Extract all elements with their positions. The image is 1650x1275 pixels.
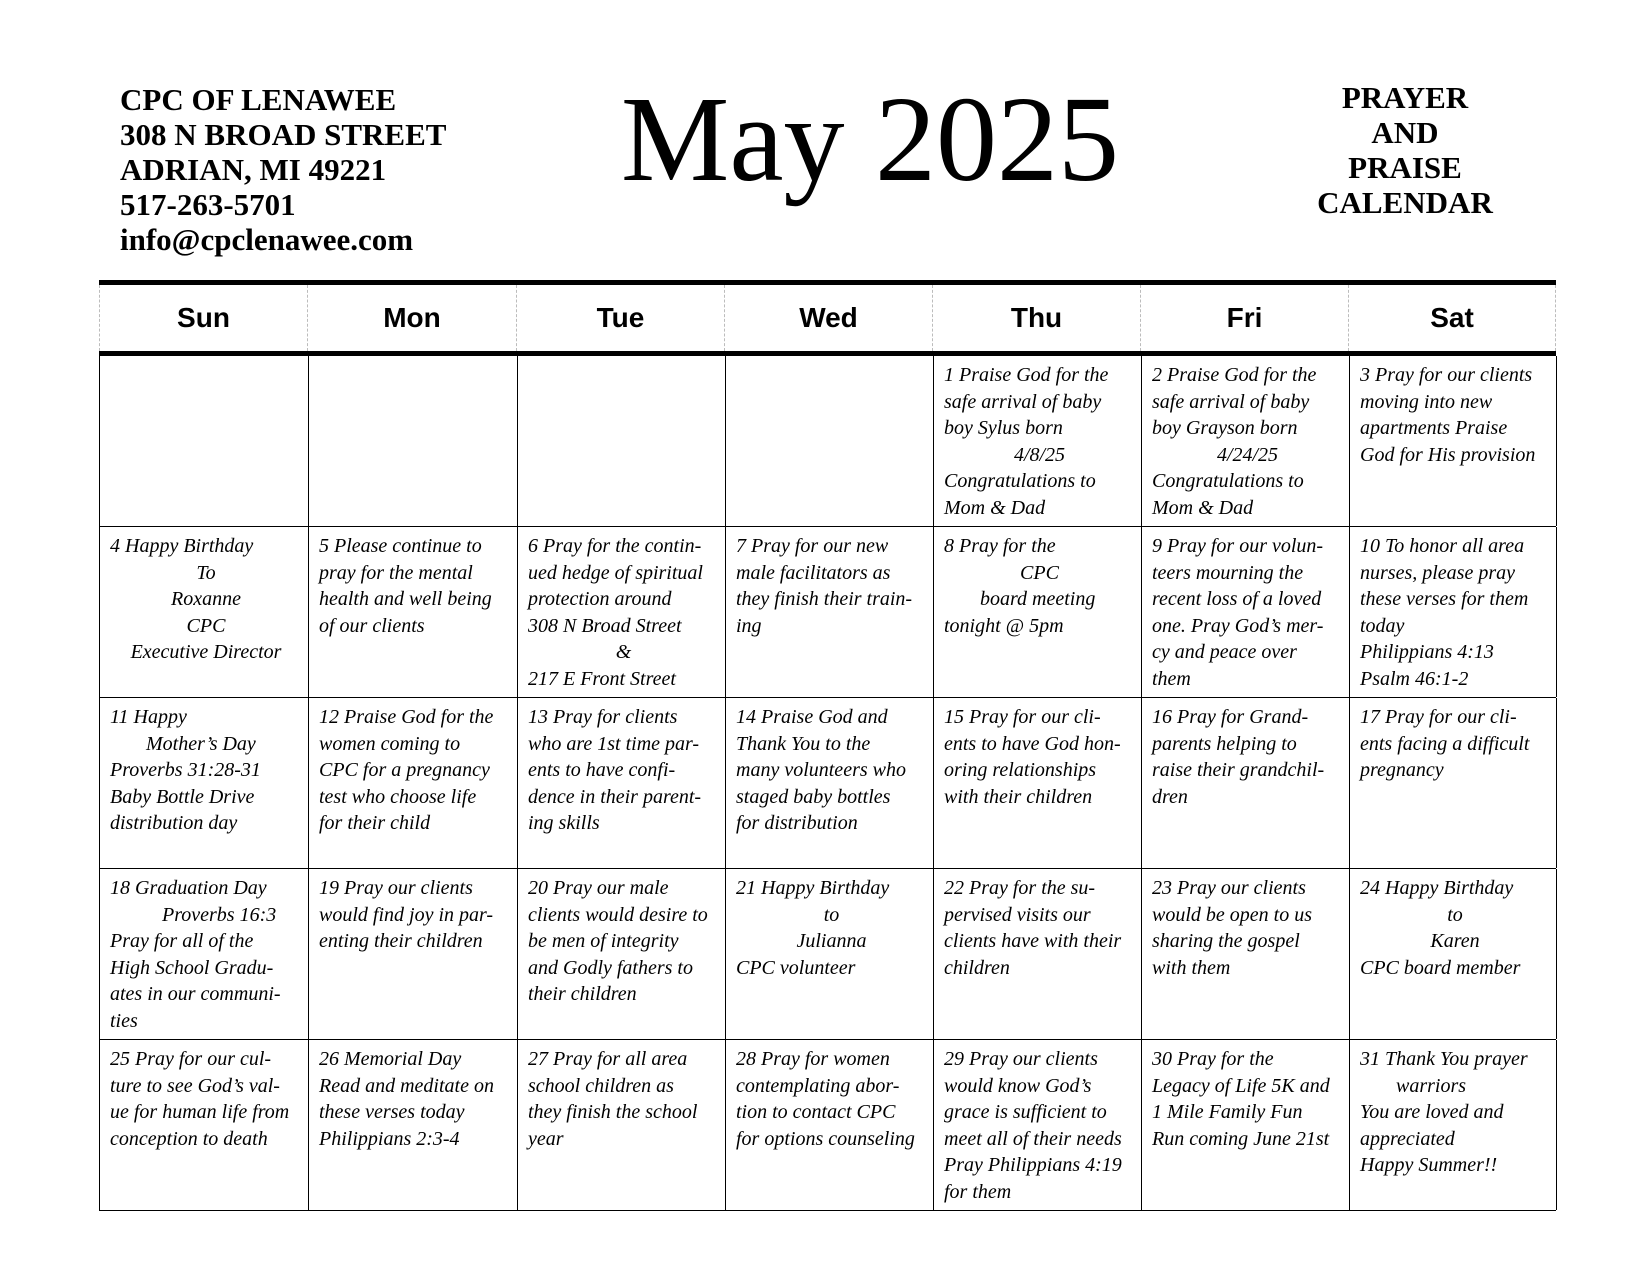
- day-entry-line: ents to have God hon-: [944, 732, 1121, 755]
- day-cell: [1350, 1040, 1557, 1210]
- day-entry-line: boy Grayson born: [1152, 417, 1298, 439]
- day-cell: [518, 698, 726, 868]
- day-entry-line: board meeting: [980, 588, 1096, 610]
- empty-day-cell: [518, 356, 726, 526]
- day-entry-line: one. Pray God’s mer-: [1152, 614, 1324, 637]
- day-entry-line: To: [196, 561, 216, 584]
- day-entry-line: them: [1152, 667, 1191, 690]
- day-cell: [934, 356, 1142, 526]
- day-entry-line: ued hedge of spiritual: [528, 561, 703, 584]
- day-entry-line: ture to see God’s val-: [110, 1074, 280, 1097]
- day-entry-line: 8 Pray for the: [944, 535, 1056, 557]
- day-entry-line: Karen: [1430, 930, 1480, 952]
- day-entry-line: ties: [110, 1009, 138, 1032]
- weekday-thu: Thu: [933, 285, 1141, 351]
- day-cell: [309, 527, 518, 697]
- weekday-sat: Sat: [1349, 285, 1556, 351]
- calendar-weeks: [99, 356, 1556, 1211]
- day-entry-line: moving into new: [1360, 390, 1493, 413]
- day-cell: [934, 869, 1142, 1039]
- day-entry-line: 2 Praise God for the: [1152, 364, 1317, 386]
- day-cell: [1350, 698, 1557, 868]
- day-entry-line: of our clients: [319, 614, 425, 637]
- day-entry-line: 14 Praise God and: [736, 706, 888, 728]
- day-entry-line: for them: [944, 1180, 1012, 1203]
- day-entry-line: 9 Pray for our volun-: [1152, 535, 1324, 557]
- day-entry-line: 1 Praise God for the: [944, 364, 1109, 386]
- day-entry-line: ents to have confi-: [528, 759, 676, 781]
- day-cell: [1142, 356, 1350, 526]
- day-entry-line: tion to contact CPC: [736, 1101, 896, 1123]
- org-name: CPC OF LENAWEE: [120, 82, 397, 117]
- day-entry-line: tonight @ 5pm: [944, 614, 1064, 637]
- day-entry-line: 4/24/25: [1216, 443, 1279, 466]
- day-entry-line: to: [823, 903, 840, 926]
- day-entry-line: 28 Pray for women: [736, 1048, 890, 1070]
- empty-day-cell: [100, 356, 309, 526]
- org-phone: 517-263-5701: [120, 187, 296, 222]
- day-entry-line: You are loved and: [1360, 1101, 1504, 1123]
- day-entry-line: cy and peace over: [1152, 641, 1297, 663]
- day-entry-line: parents helping to: [1152, 732, 1297, 755]
- day-cell: [518, 869, 726, 1039]
- day-entry-line: to: [1447, 903, 1463, 926]
- day-entry-line: many volunteers who: [736, 759, 906, 781]
- day-entry-line: and Godly fathers to: [528, 956, 693, 979]
- day-cell: [100, 698, 309, 868]
- day-entry-line: would be open to us: [1152, 903, 1312, 926]
- day-entry-line: High School Gradu-: [110, 956, 274, 979]
- day-entry-line: ing: [736, 614, 762, 637]
- day-entry-line: 4/8/25: [1013, 443, 1066, 466]
- day-entry-line: Mom & Dad: [944, 496, 1046, 519]
- day-entry-line: 5 Please continue to: [319, 535, 482, 557]
- day-entry-line: raise their grandchil-: [1152, 759, 1325, 781]
- day-entry-line: 6 Pray for the contin-: [528, 535, 702, 557]
- day-entry-line: apartments Praise: [1360, 417, 1508, 439]
- day-entry-line: pervised visits our: [944, 903, 1091, 926]
- day-entry-line: oring relationships: [944, 759, 1097, 781]
- week-row: [100, 1040, 1556, 1211]
- day-entry-line: ents facing a difficult: [1360, 732, 1530, 755]
- day-entry-line: 20 Pray our male: [528, 877, 669, 899]
- day-entry-line: with their children: [944, 785, 1093, 808]
- day-entry-line: distribution day: [110, 812, 238, 834]
- day-entry-line: ates in our communi-: [110, 983, 281, 1005]
- day-entry-line: 16 Pray for Grand-: [1152, 706, 1309, 728]
- day-cell: [726, 527, 934, 697]
- day-entry-line: Happy Summer!!: [1360, 1154, 1498, 1176]
- day-entry-line: Thank You to the: [736, 732, 871, 755]
- day-entry-line: be men of integrity: [528, 930, 679, 952]
- org-info: [120, 82, 446, 257]
- day-entry-line: 11 Happy: [110, 706, 187, 728]
- day-entry-line: conception to death: [110, 1127, 268, 1150]
- day-entry-line: CPC for a pregnancy: [319, 759, 490, 781]
- day-entry-line: sharing the gospel: [1152, 930, 1300, 952]
- day-entry-line: year: [528, 1127, 564, 1150]
- day-entry-line: warriors: [1396, 1074, 1467, 1097]
- day-entry-line: Executive Director: [130, 641, 282, 663]
- day-entry-line: nurses, please pray: [1360, 561, 1515, 584]
- day-cell: [726, 1040, 934, 1210]
- day-entry-line: Read and meditate on: [319, 1074, 494, 1097]
- weekday-mon: Mon: [308, 285, 517, 351]
- day-entry-line: for options counseling: [736, 1127, 915, 1150]
- day-cell: [309, 869, 518, 1039]
- day-entry-line: 17 Pray for our cli-: [1360, 706, 1517, 728]
- day-entry-line: boy Sylus born: [944, 417, 1063, 439]
- day-entry-line: 24 Happy Birthday: [1360, 877, 1514, 899]
- day-entry-line: these verses for them: [1360, 588, 1529, 610]
- day-cell: [934, 527, 1142, 697]
- day-entry-line: 13 Pray for clients: [528, 706, 678, 728]
- day-cell: [726, 869, 934, 1039]
- day-entry-line: 27 Pray for all area: [528, 1048, 688, 1070]
- day-entry-line: 15 Pray for our cli-: [944, 706, 1101, 728]
- day-entry-line: Psalm 46:1-2: [1360, 667, 1469, 690]
- day-entry-line: God for His provision: [1360, 443, 1536, 466]
- day-entry-line: would find joy in par-: [319, 903, 494, 926]
- calendar-title-line: AND: [1371, 115, 1439, 150]
- day-cell: [100, 869, 309, 1039]
- day-entry-line: CPC: [1020, 561, 1059, 584]
- day-cell: [1142, 698, 1350, 868]
- day-entry-line: 23 Pray our clients: [1152, 877, 1306, 899]
- day-entry-line: teers mourning the: [1152, 561, 1304, 584]
- day-cell: [1142, 1040, 1350, 1210]
- day-cell: [934, 1040, 1142, 1210]
- day-cell: [100, 527, 309, 697]
- day-entry-line: would know God’s: [944, 1074, 1092, 1097]
- day-entry-line: clients have with their: [944, 930, 1122, 952]
- day-entry-line: Proverbs 31:28-31: [110, 759, 261, 781]
- day-entry-line: children: [944, 956, 1010, 979]
- weekday-sun: Sun: [99, 285, 308, 351]
- org-email: info@cpclenawee.com: [120, 222, 414, 257]
- day-entry-line: for distribution: [736, 812, 858, 834]
- day-entry-line: Mother’s Day: [146, 732, 256, 755]
- day-cell: [518, 527, 726, 697]
- day-entry-line: 4 Happy Birthday: [110, 535, 254, 557]
- day-entry-line: meet all of their needs: [944, 1127, 1122, 1150]
- day-entry-line: 26 Memorial Day: [319, 1048, 462, 1070]
- empty-day-cell: [726, 356, 934, 526]
- day-entry-line: CPC board member: [1360, 956, 1521, 979]
- day-entry-line: 25 Pray for our cul-: [110, 1048, 272, 1070]
- week-row: [100, 527, 1556, 698]
- day-entry-line: Legacy of Life 5K and: [1152, 1074, 1330, 1097]
- day-entry-line: Run coming June 21st: [1152, 1127, 1330, 1150]
- day-entry-line: pray for the mental: [319, 561, 473, 584]
- day-cell: [726, 698, 934, 868]
- day-entry-line: Philippians 4:13: [1360, 641, 1494, 663]
- day-entry-line: 7 Pray for our new: [736, 535, 889, 557]
- day-cell: [518, 1040, 726, 1210]
- day-entry-line: 3 Pray for our clients: [1360, 364, 1533, 386]
- day-cell: [1142, 869, 1350, 1039]
- day-entry-line: safe arrival of baby: [944, 390, 1102, 413]
- day-cell: [1350, 869, 1557, 1039]
- day-cell: [1142, 527, 1350, 697]
- day-entry-line: Pray for all of the: [110, 930, 254, 952]
- day-entry-line: Philippians 2:3-4: [319, 1127, 460, 1150]
- calendar-grid: [99, 280, 1556, 1211]
- day-entry-line: who are 1st time par-: [528, 732, 700, 755]
- day-entry-line: 308 N Broad Street: [528, 614, 682, 637]
- day-entry-line: &: [615, 641, 632, 663]
- day-cell: [309, 1040, 518, 1210]
- day-entry-line: dence in their parent-: [528, 785, 702, 808]
- day-entry-line: 1 Mile Family Fun: [1152, 1101, 1303, 1123]
- day-entry-line: contemplating abor-: [736, 1074, 900, 1097]
- day-entry-line: these verses today: [319, 1101, 465, 1123]
- day-entry-line: their children: [528, 983, 637, 1005]
- weekday-tue: Tue: [517, 285, 725, 351]
- day-entry-line: clients would desire to: [528, 903, 708, 926]
- month-title: May 2025: [620, 72, 1120, 207]
- day-entry-line: 31 Thank You prayer: [1360, 1048, 1528, 1070]
- day-entry-line: protection around: [528, 588, 672, 610]
- day-entry-line: dren: [1152, 785, 1188, 808]
- day-cell: [1350, 356, 1557, 526]
- day-entry-line: Baby Bottle Drive: [110, 785, 255, 808]
- day-entry-line: 217 E Front Street: [528, 667, 676, 690]
- day-entry-line: male facilitators as: [736, 561, 891, 584]
- day-entry-line: 12 Praise God for the: [319, 706, 494, 728]
- day-entry-line: CPC volunteer: [736, 956, 856, 979]
- day-entry-line: they finish their train-: [736, 588, 913, 610]
- day-entry-line: safe arrival of baby: [1152, 390, 1310, 413]
- day-entry-line: 21 Happy Birthday: [736, 877, 890, 899]
- day-entry-line: Congratulations to: [944, 470, 1096, 492]
- day-cell: [100, 1040, 309, 1210]
- org-city: ADRIAN, MI 49221: [120, 152, 387, 187]
- day-entry-line: staged baby bottles: [736, 785, 891, 808]
- day-entry-line: 18 Graduation Day: [110, 877, 267, 899]
- day-entry-line: pregnancy: [1360, 759, 1444, 781]
- day-entry-line: appreciated: [1360, 1127, 1455, 1150]
- org-street: 308 N BROAD STREET: [120, 117, 447, 152]
- day-entry-line: 10 To honor all area: [1360, 535, 1525, 557]
- day-entry-line: women coming to: [319, 732, 461, 755]
- day-entry-line: for their child: [319, 812, 431, 834]
- day-entry-line: CPC: [186, 614, 226, 637]
- day-entry-line: Pray Philippians 4:19: [944, 1154, 1122, 1176]
- week-row: [100, 869, 1556, 1040]
- calendar-title-line: PRAISE: [1348, 150, 1462, 185]
- day-entry-line: recent loss of a loved: [1152, 588, 1322, 610]
- day-entry-line: today: [1360, 614, 1405, 637]
- day-entry-line: school children as: [528, 1074, 674, 1097]
- day-entry-line: ing skills: [528, 812, 600, 834]
- day-entry-line: health and well being: [319, 588, 492, 610]
- day-entry-line: they finish the school: [528, 1101, 698, 1123]
- calendar-title-line: CALENDAR: [1317, 185, 1493, 220]
- day-entry-line: with them: [1152, 956, 1231, 979]
- day-entry-line: Roxanne: [171, 588, 241, 610]
- day-entry-line: ue for human life from: [110, 1101, 290, 1123]
- weekday-wed: Wed: [725, 285, 933, 351]
- weekday-header: [99, 280, 1556, 356]
- day-entry-line: grace is sufficient to: [944, 1101, 1107, 1123]
- day-entry-line: enting their children: [319, 930, 483, 952]
- day-entry-line: 29 Pray our clients: [944, 1048, 1098, 1070]
- day-entry-line: 19 Pray our clients: [319, 877, 473, 899]
- day-cell: [1350, 527, 1557, 697]
- day-entry-line: 30 Pray for the: [1152, 1048, 1274, 1070]
- day-cell: [934, 698, 1142, 868]
- day-entry-line: test who choose life: [319, 785, 477, 808]
- calendar-title: [1290, 80, 1520, 220]
- day-cell: [309, 698, 518, 868]
- weekday-fri: Fri: [1141, 285, 1349, 351]
- week-row: [100, 356, 1556, 527]
- day-entry-line: Julianna: [796, 930, 867, 952]
- empty-day-cell: [309, 356, 518, 526]
- day-entry-line: Congratulations to: [1152, 470, 1304, 492]
- week-row: [100, 698, 1556, 869]
- day-entry-line: 22 Pray for the su-: [944, 877, 1096, 899]
- calendar-title-line: PRAYER: [1341, 80, 1469, 115]
- day-entry-line: Proverbs 16:3: [162, 903, 277, 926]
- day-entry-line: Mom & Dad: [1152, 496, 1254, 519]
